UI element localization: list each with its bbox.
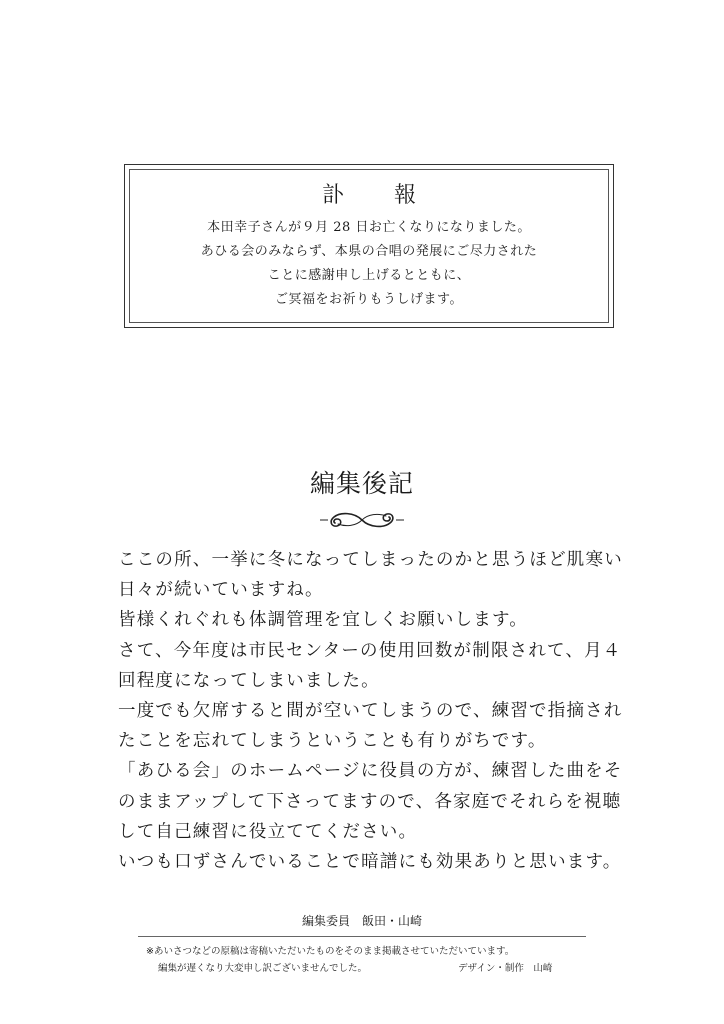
obituary-title: 訃 報 xyxy=(321,183,430,208)
flourish-ornament-icon xyxy=(318,508,406,532)
obituary-body xyxy=(130,216,608,312)
afterword-title: 編集後記 xyxy=(309,469,414,498)
afterword-line: いつも口ずさんでいることで暗譜にも効果ありと思います。 xyxy=(118,852,622,873)
obituary-line: ご冥福をお祈りもうしげます。 xyxy=(275,292,463,307)
obituary-box xyxy=(124,164,614,328)
obituary-line: あひる会のみならず、本県の合唱の発展にご尽力された xyxy=(200,244,538,259)
obituary-inner-frame xyxy=(129,169,609,323)
afterword-line: 皆様くれぐれも体調管理を宜しくお願いします。 xyxy=(118,610,528,631)
footer-note: ※あいさつなどの原稿は寄稿いただいたものをそのまま掲載させていただいています。 xyxy=(146,946,515,957)
footer-divider xyxy=(138,936,586,937)
editorial-committee: 編集委員 飯田・山崎 xyxy=(301,914,422,928)
afterword-body xyxy=(118,545,623,877)
afterword-line: 回程度になってしまいました。 xyxy=(118,670,380,691)
afterword-line: 日々が続いていますね。 xyxy=(118,580,324,601)
afterword-line: 一度でも欠席すると間が空いてしまうので、練習で指摘され xyxy=(118,701,623,722)
afterword-line: のままアップして下さってますので、各家庭でそれらを視聴 xyxy=(118,791,622,812)
afterword-line: 「あひる会」のホームページに役員の方が、練習した曲をそ xyxy=(118,761,623,782)
design-credit: デザイン・制作 山崎 xyxy=(458,963,553,974)
obituary-line: ことに感謝申し上げるとともに、 xyxy=(267,268,471,283)
afterword-line: さて、今年度は市民センターの使用回数が制限されて、月４ xyxy=(118,640,622,661)
afterword-line: ここの所、一挙に冬になってしまったのかと思うほど肌寒い xyxy=(118,550,623,570)
afterword-line: たことを忘れてしまうということも有りがちです。 xyxy=(118,731,547,752)
footer-apology: 編集が遅くなり大変申し訳ございませんでした。 xyxy=(158,963,368,974)
obituary-line: 本田幸子さんが９月 28 日お亡くなりになりました。 xyxy=(207,220,531,235)
afterword-line: して自己練習に役立ててください。 xyxy=(118,821,418,842)
